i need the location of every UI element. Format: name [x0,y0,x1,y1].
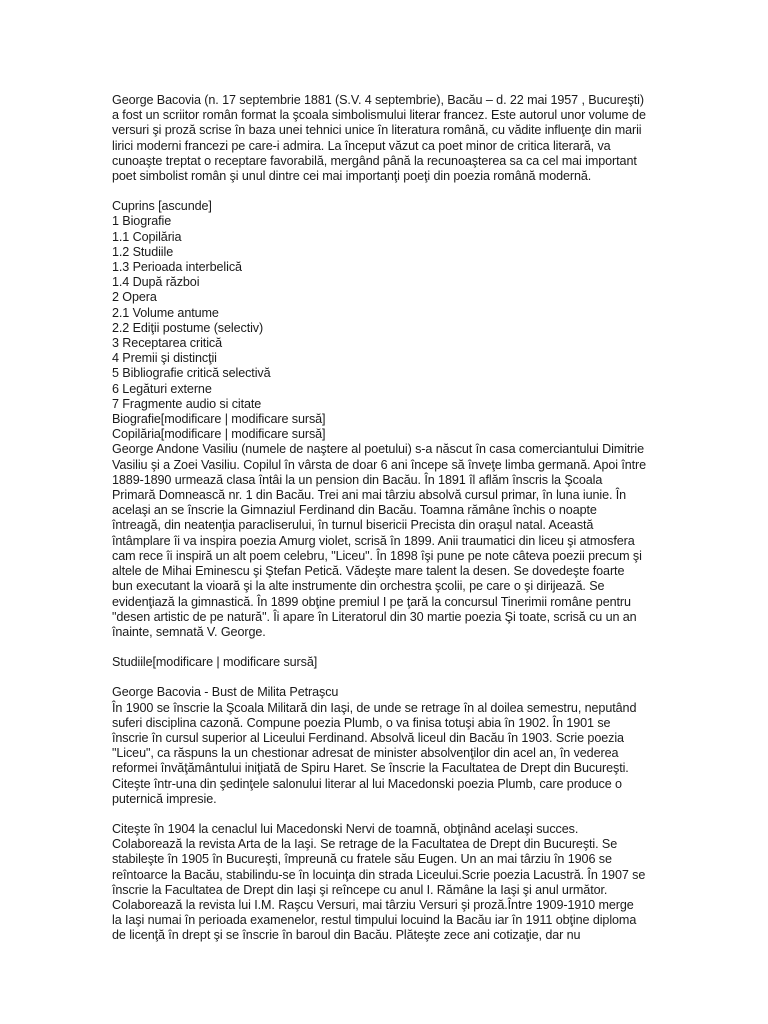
toc-item-copilaria[interactable]: 1.1 Copilăria [112,229,182,244]
spacer [112,807,668,822]
copilaria-paragraph: George Andone Vasiliu (numele de naştere al poetului) s-a născut în casa comerciantului Dimitrie Vasiliu şi a Zoei Vasiliu. Copilul în vârsta de doar 6 ani începe să înveţe limba germană. Apoi între 1889-1890 urmează clasa întâi la un pension din Bacău. În 1891 îl aflăm înscris la Şcoala Primară Domnească nr. 1 din Bacău. Trei ani mai târziu absolvă cursul primar, în luna iunie. În acelaşi an se înscrie la Gimnaziul Ferdinand din Bacău. Toamna rămâne închis o noapte întreagă, din neatenţia paracliserului, în turnul bisericii Precista din oraşul natal. Această întâmplare îi va inspira poezia Amurg violet, scrisă în 1899. Anii traumatici din liceu şi atmosfera cam rece îi inspiră un alt poem celebru, "Liceu". În 1898 îşi pune pe note câteva poezii precum şi altele de Mihai Eminescu şi Ştefan Petică. Vădeşte mare talent la desen. Se dovedeşte foarte bun executant la vioară şi la alte instrumente din orchestra şcolii, pe care o şi dirijează. Se evidenţiază la gimnastică. În 1899 obţine premiul I pe ţară la concursul Tinerimii române pentru "desen artistic de pe natură". Îi apare în Literatorul din 30 martie poezia Şi toate, scrisă cu un an înainte, semnată V. George. [112,442,647,639]
toc-item-opera[interactable]: 2 Opera [112,290,157,305]
spacer [112,670,668,685]
spacer [112,640,668,655]
copilaria-heading: Copilăria[modificare | modificare sursă] [112,427,326,442]
toc-item-receptarea-critica[interactable]: 3 Receptarea critică [112,336,222,351]
table-of-contents [112,199,668,412]
toc-item-perioada-interbelica[interactable]: 1.3 Perioada interbelică [112,260,242,275]
studiile-paragraph-2: Citeşte în 1904 la cenaclul lui Macedonski Nervi de toamnă, obţinând acelaşi succes. Colaborează la revista Arta de la Iaşi. Se retrage de la Facultatea de Drept din Bucureşti. Se stabileşte în 1905 în Bucureşti, împreună cu fratele său Eugen. Un an mai târziu în 1906 se reîntoarce la Bacău, stabilindu-se în locuinţa din strada Liceului.Scrie poezia Lacustră. În 1907 se înscrie la Facultatea de Drept din Iaşi şi reîncepe cu anul I. Rămâne la Iaşi şi anul următor. Colaborează la revista lui I.M. Raşcu Versuri, mai târziu Versuri şi proză.Între 1909-1910 merge la Iaşi numai în perioada examenelor, restul timpului locuind la Bacău iar în 1911 obţine diploma de licenţă în drept şi se înscrie în baroul din Bacău. Plăteşte zece ani cotizaţie, dar nu [112,821,646,943]
toc-item-fragmente-audio[interactable]: 7 Fragmente audio si citate [112,396,262,411]
toc-item-bibliografie[interactable]: 5 Bibliografie critică selectivă [112,366,271,381]
toc-item-studiile[interactable]: 1.2 Studiile [112,244,174,259]
toc-item-dupa-razboi[interactable]: 1.4 După război [112,275,200,290]
biografie-heading: Biografie[modificare | modificare sursă] [112,412,326,427]
toc-header[interactable]: Cuprins [ascunde] [112,199,212,214]
intro-paragraph: George Bacovia (n. 17 septembrie 1881 (S.V. 4 septembrie), Bacău – d. 22 mai 1957 , Bucureşti) a fost un scriitor român format la şcoala simbolismului literar francez. Este autorul unor volume de versuri şi proză scrise în baza unei tehnici unice în literatura română, cu vădite influenţe din marii lirici moderni francezi pe care-i admira. La început văzut ca poet minor de critica literară, va cunoaşte treptat o receptare favorabilă, mergând până la recunoaşterea sa ca cel mai important poet simbolist român şi unul dintre cei mai importanţi poeţi din poezia română modernă. [112,93,646,184]
toc-item-editii-postume[interactable]: 2.2 Ediţii postume (selectiv) [112,320,264,335]
toc-item-legaturi-externe[interactable]: 6 Legături externe [112,381,212,396]
toc-item-volume-antume[interactable]: 2.1 Volume antume [112,305,219,320]
document-page [112,93,668,944]
toc-item-biografie[interactable]: 1 Biografie [112,214,172,229]
spacer [112,184,668,199]
studiile-paragraph-1: În 1900 se înscrie la Şcoala Militară din Iaşi, de unde se retrage în al doilea semestru, neputând suferi disciplina cazonă. Compune poezia Plumb, o va finisa totuşi abia în 1902. În 1901 se înscrie în cursul superior al Liceului Ferdinand. Absolvă liceul din Bacău în 1903. Scrie poezia "Liceu", ca răspuns la un chestionar adresat de minister absolvenţilor din acel an, în vederea reformei învăţământului iniţiată de Spiru Haret. Se înscrie la Facultatea de Drept din Bucureşti. Citeşte într-una din şedinţele salonului literar al lui Macedonski poezia Plumb, care produce o puternică impresie. [112,700,637,806]
toc-item-premii[interactable]: 4 Premii şi distincţii [112,351,217,366]
bust-caption: George Bacovia - Bust de Milita Petraşcu [112,685,339,700]
studiile-heading: Studiile[modificare | modificare sursă] [112,655,318,670]
